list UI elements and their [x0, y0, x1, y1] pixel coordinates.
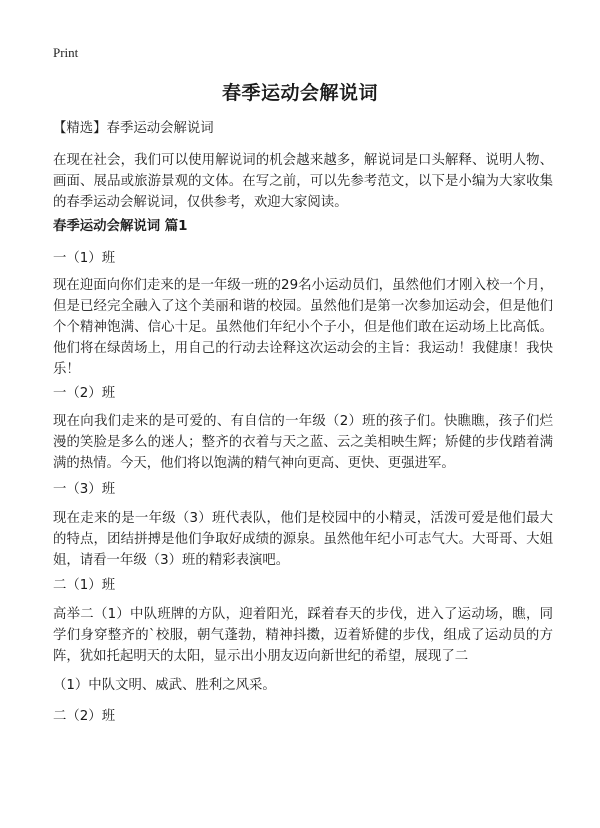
section-paragraph-continuation: （1）中队文明、威武、胜利之风采。 [53, 678, 276, 693]
section-heading: 春季运动会解说词 篇1 [53, 219, 188, 234]
intro-paragraph: 在现在社会，我们可以使用解说词的机会越来越多，解说词是口头解释、说明人物、画面、展品或旅游景观的文体。在写之前，可以先参考范文，以下是小编为大家收集的春季运动会解说词，仅供参考，欢迎大家阅读。 [53, 153, 553, 210]
class-label: 二（1）班 [53, 578, 116, 593]
section-paragraph: 高举二（1）中队班牌的方队，迎着阳光，踩着春天的步伐，进入了运动场，瞧，同学们身穿整齐的`校服，朝气蓬勃，精神抖擞，迈着矫健的步伐，组成了运动员的方阵，犹如托起明天的太阳，显示出小朋友迈向新世纪的希望，展现了二 [53, 607, 553, 664]
section-paragraph: 现在走来的是一年级（3）班代表队，他们是校园中的小精灵，活泼可爱是他们最大的特点，团结拼搏是他们争取好成绩的源泉。虽然他年纪小可志气大。大哥哥、大姐姐，请看一年级（3）班的精彩表演吧。 [53, 511, 553, 568]
class-label: 一（1）班 [53, 251, 116, 266]
intro-tag: 【精选】春季运动会解说词 [53, 121, 214, 136]
class-label: 二（2）班 [53, 709, 116, 724]
class-label: 一（3）班 [53, 482, 116, 497]
section-paragraph: 现在向我们走来的是可爱的、有自信的一年级（2）班的孩子们。快瞧瞧，孩子们烂漫的笑脸是多么的迷人；整齐的衣着与天之蓝、云之美相映生辉；矫健的步伐踏着满满的热情。今天，他们将以饱满的精气神向更高、更快、更强进军。 [53, 414, 553, 471]
page-title: 春季运动会解说词 [221, 82, 378, 104]
print-link[interactable]: Print [53, 45, 79, 60]
section-paragraph: 现在迎面向你们走来的是一年级一班的29名小运动员们，虽然他们才刚入校一个月，但是已经完全融入了这个美丽和谐的校园。虽然他们是第一次参加运动会，但是他们个个精神饱满、信心十足。虽然他们年纪小个子小，但是他们敢在运动场上比高低。他们将在绿茵场上，用自己的行动去诠释这次运动会的主旨：我运动！我健康！我快乐！ [53, 278, 553, 377]
class-label: 一（2）班 [53, 386, 116, 401]
